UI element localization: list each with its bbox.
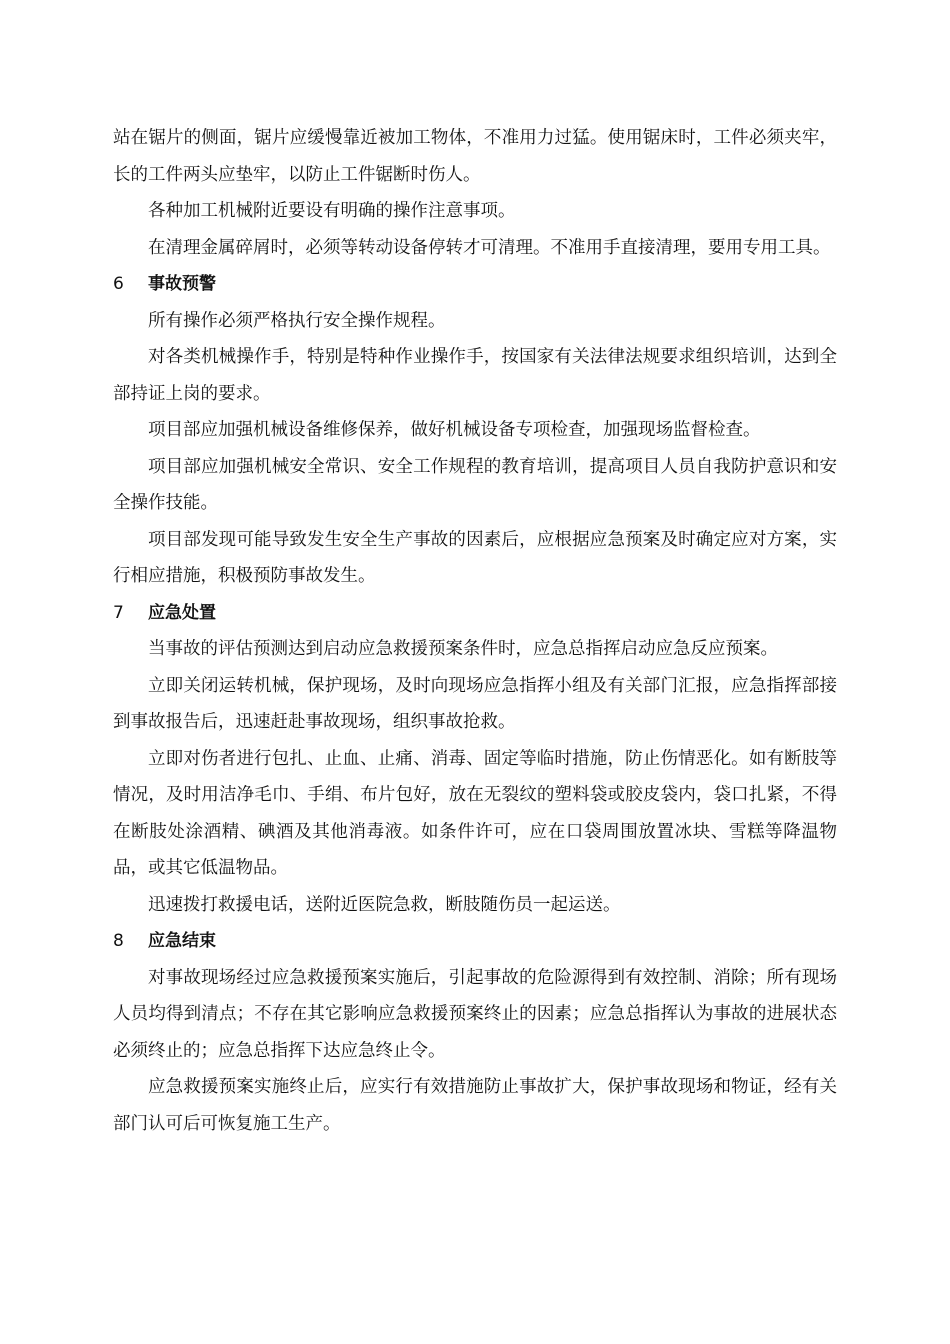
section-heading-7 (113, 595, 837, 632)
document-page (113, 120, 837, 1142)
paragraph: 当事故的评估预测达到启动应急救援预案条件时，应急总指挥启动应急反应预案。 (148, 639, 778, 659)
section-heading-6 (113, 266, 837, 303)
section-number: 6 (113, 274, 124, 294)
paragraph: 所有操作必须严格执行安全操作规程。 (148, 310, 446, 331)
section-title: 事故预警 (148, 274, 216, 294)
paragraph: 在清理金属碎屑时，必须等转动设备停转才可清理。不准用手直接清理，要用专用工具。 (148, 237, 831, 258)
paragraph: 对事故现场经过应急救援预案实施后，引起事故的危险源得到有效控制、消除；所有现场人员均得到清点；不存在其它影响应急救援预案终止的因素；应急总指挥认为事故的进展状态必须终止的；应急总指挥下达应急终止令。 (113, 967, 837, 1061)
paragraph: 迅速拨打救援电话，送附近医院急救，断肢随伤员一起运送。 (148, 894, 621, 915)
paragraph: 项目部发现可能导致发生安全生产事故的因素后，应根据应急预案及时确定应对方案，实行相应措施，积极预防事故发生。 (113, 529, 837, 586)
paragraph: 站在锯片的侧面，锯片应缓慢靠近被加工物体，不准用力过猛。使用锯床时，工件必须夹牢，长的工件两头应垫牢，以防止工件锯断时伤人。 (113, 128, 837, 185)
paragraph: 立即对伤者进行包扎、止血、止痛、消毒、固定等临时措施，防止伤情恶化。如有断肢等情况，及时用洁净毛巾、手绢、布片包好，放在无裂纹的塑料袋或胶皮袋内，袋口扎紧，不得在断肢处涂酒精、碘酒及其他消毒液。如条件许可，应在口袋周围放置冰块、雪糕等降温物品，或其它低温物品。 (113, 748, 837, 878)
paragraph: 立即关闭运转机械，保护现场，及时向现场应急指挥小组及有关部门汇报，应急指挥部接到事故报告后，迅速赶赴事故现场，组织事故抢救。 (113, 675, 837, 732)
paragraph: 各种加工机械附近要设有明确的操作注意事项。 (148, 201, 516, 221)
paragraph: 应急救援预案实施终止后，应实行有效措施防止事故扩大，保护事故现场和物证，经有关部门认可后可恢复施工生产。 (113, 1077, 837, 1134)
section-title: 应急处置 (148, 602, 216, 623)
paragraph: 项目部应加强机械安全常识、安全工作规程的教育培训，提高项目人员自我防护意识和安全操作技能。 (113, 456, 837, 513)
section-title: 应急结束 (148, 931, 216, 951)
section-number: 8 (113, 931, 124, 951)
section-number: 7 (113, 602, 124, 623)
section-heading-8 (113, 923, 837, 960)
paragraph: 项目部应加强机械设备维修保养，做好机械设备专项检查，加强现场监督检查。 (148, 420, 761, 440)
paragraph: 对各类机械操作手，特别是特种作业操作手，按国家有关法律法规要求组织培训，达到全部持证上岗的要求。 (113, 347, 837, 404)
